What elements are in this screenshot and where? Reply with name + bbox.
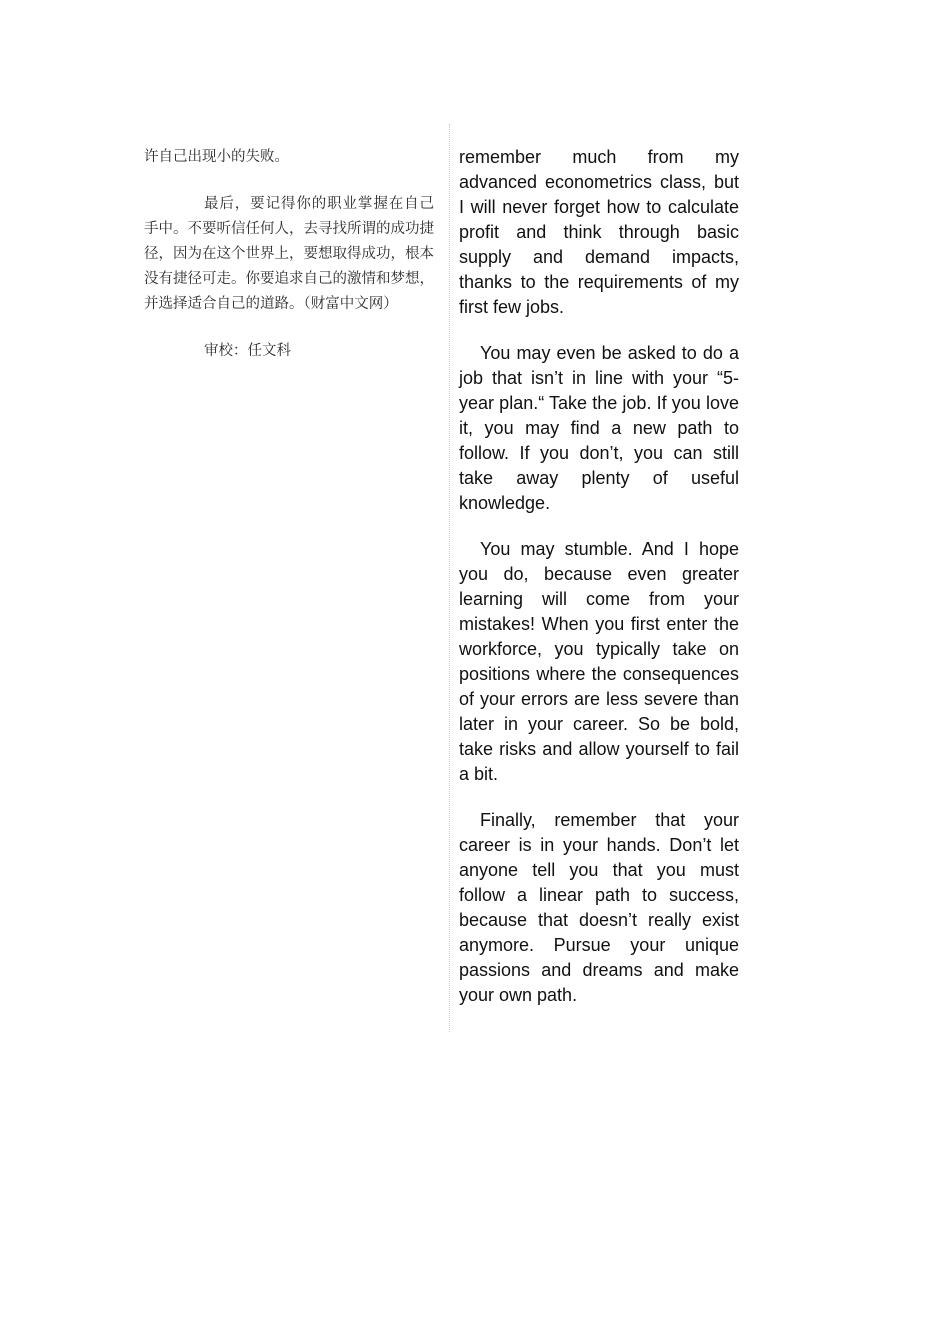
chinese-text-column — [144, 145, 434, 386]
english-paragraph-conclusion: Finally, remember that your career is in your hands. Don’t let anyone tell you that you must follow a linear path to success, because that doesn’t really exist anymore. Pursue your unique passions and dreams and make your own path. — [459, 810, 739, 1005]
chinese-paragraph-conclusion: 最后，要记得你的职业掌握在自己手中。不要听信任何人，去寻找所谓的成功捷径，因为在这个世界上，要想取得成功，根本没有捷径可走。你要追求自己的激情和梦想，并选择适合自己的道路。（财富中文网） — [144, 196, 434, 312]
english-text-column — [459, 145, 739, 1029]
english-paragraph-continued: remember much from my advanced econometrics class, but I will never forget how to calculate profit and think through basic supply and demand impacts, thanks to the requirements of my first few jobs. — [459, 147, 739, 317]
column-divider — [449, 124, 450, 1032]
chinese-paragraph-continued: 许自己出现小的失败。 — [144, 149, 289, 165]
english-paragraph-stumble: You may stumble. And I hope you do, because even greater learning will come from your mistakes! When you first enter the workforce, you typically take on positions where the consequences of your errors are less severe than later in your career. So be bold, take risks and allow yourself to fail a bit. — [459, 539, 739, 784]
editor-credit: 审校：任文科 — [204, 343, 291, 359]
english-paragraph-5-year-plan: You may even be asked to do a job that isn’t in line with your “5-year plan.“ Take the job. If you love it, you may find a new path to follow. If you don’t, you can still take away plenty of useful knowledge. — [459, 343, 739, 513]
